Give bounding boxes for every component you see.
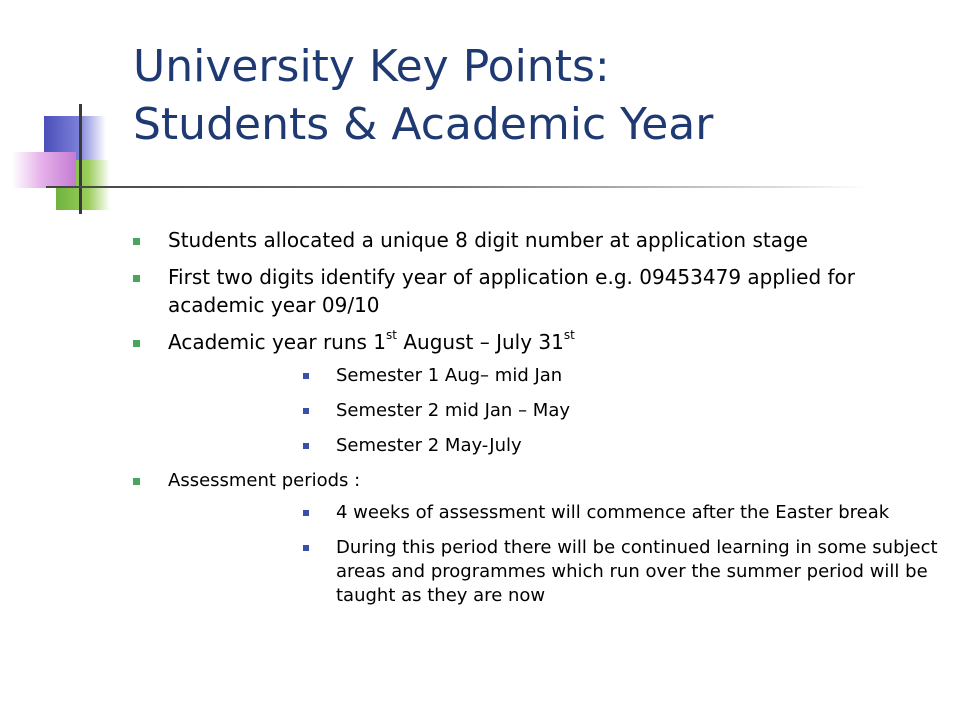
square-bullet-icon <box>133 340 140 347</box>
academic-year-text-middle: August – July 31 <box>397 330 564 354</box>
sub-bullet-text: 4 weeks of assessment will commence after the Easter break <box>336 502 890 523</box>
assessment-sub-list <box>168 501 938 608</box>
square-bullet-icon <box>303 510 309 516</box>
decorative-vertical-line <box>79 104 82 214</box>
bullet-item-academic-year <box>130 328 930 458</box>
square-bullet-icon <box>303 443 309 449</box>
square-bullet-icon <box>133 238 140 245</box>
bullet-text: Students allocated a unique 8 digit number at application stage <box>168 228 808 252</box>
sub-bullet-item <box>298 399 960 423</box>
slide-title <box>133 38 933 154</box>
bullet-list <box>130 226 938 608</box>
title-divider-line <box>46 186 866 188</box>
sub-bullet-text: Semester 2 mid Jan – May <box>336 400 570 421</box>
slide-title-line-1: University Key Points: <box>133 41 610 92</box>
sub-bullet-item <box>298 536 960 608</box>
sub-bullet-item <box>298 434 960 458</box>
slide-title-line-2: Students & Academic Year <box>133 99 714 150</box>
semester-sub-list <box>168 364 930 458</box>
square-bullet-icon <box>133 478 140 485</box>
bullet-item-first-two-digits <box>130 263 930 319</box>
bullet-item-assessment-periods <box>130 469 938 608</box>
bullet-text: Assessment periods : <box>168 470 361 491</box>
decorative-pink-square <box>12 152 76 188</box>
academic-year-text-start: Academic year runs 1 <box>168 330 387 354</box>
sub-bullet-item <box>298 501 960 525</box>
square-bullet-icon <box>303 373 309 379</box>
bullet-text <box>168 330 575 354</box>
square-bullet-icon <box>133 275 140 282</box>
sub-bullet-item <box>298 364 960 388</box>
ordinal-suffix: st <box>386 328 397 343</box>
bullet-item-student-number <box>130 226 930 254</box>
slide-content <box>130 226 938 619</box>
sub-bullet-text: Semester 1 Aug– mid Jan <box>336 365 563 386</box>
sub-bullet-text: Semester 2 May-July <box>336 435 522 456</box>
square-bullet-icon <box>303 408 309 414</box>
ordinal-suffix: st <box>563 328 575 343</box>
bullet-text: First two digits identify year of application e.g. 09453479 applied for academic year 09/10 <box>168 265 856 317</box>
square-bullet-icon <box>303 545 309 551</box>
sub-bullet-text: During this period there will be continued learning in some subject areas and programmes which run over the summer period will be taught as they are now <box>336 537 938 606</box>
